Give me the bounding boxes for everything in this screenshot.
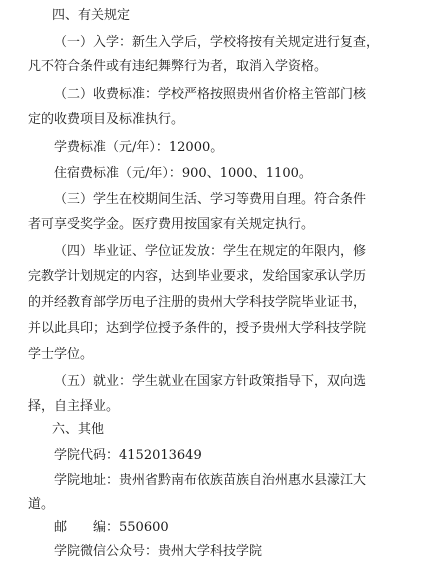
paragraph-line: 凡不符合条件或有违纪舞弊行为者，取消入学资格。 [28, 59, 328, 74]
paragraph-line: （二）收费标准：学校严格按照贵州省价格主管部门核 [54, 87, 367, 102]
paragraph-line: 学士学位。 [28, 347, 94, 362]
section-heading: 四、有关规定 [52, 8, 131, 23]
paragraph-line: 者可享受奖学金。医疗费用按国家有关规定执行。 [28, 217, 315, 232]
paragraph-line: （三）学生在校期间生活、学习等费用自理。符合条件 [54, 192, 367, 207]
paragraph-line: 择，自主择业。 [28, 399, 120, 414]
paragraph-line: （四）毕业证、学位证发放：学生在规定的年限内，修 [54, 244, 367, 259]
paragraph-line: 学院地址：贵州省黔南布依族苗族自治州惠水县濛江大 [54, 473, 367, 488]
paragraph-line: 学院代码：4152013649 [54, 448, 202, 463]
paragraph-line: 学费标准（元/年）：12000。 [54, 140, 224, 155]
paragraph-line: 的并经教育部学历电子注册的贵州大学科技学院毕业证书， [28, 295, 367, 310]
paragraph-line: 邮 编：550600 [54, 520, 169, 535]
paragraph-line: 道。 [28, 497, 55, 512]
section-heading: 六、其他 [52, 422, 105, 437]
paragraph-line: 住宿费标准（元/年）：900、1000、1100。 [54, 166, 312, 181]
paragraph-line: （一）入学：新生入学后，学校将按有关规定进行复查， [54, 35, 380, 50]
paragraph-line: 并以此具印；达到学位授予条件的，授予贵州大学科技学院 [28, 321, 367, 336]
paragraph-line: 定的收费项目及标准执行。 [28, 112, 185, 127]
paragraph-line: 完教学计划规定的内容，达到毕业要求，发给国家承认学历 [28, 269, 367, 284]
paragraph-line: （五）就业：学生就业在国家方针政策指导下，双向选 [54, 374, 367, 389]
paragraph-line: 学院微信公众号：贵州大学科技学院 [54, 544, 263, 559]
